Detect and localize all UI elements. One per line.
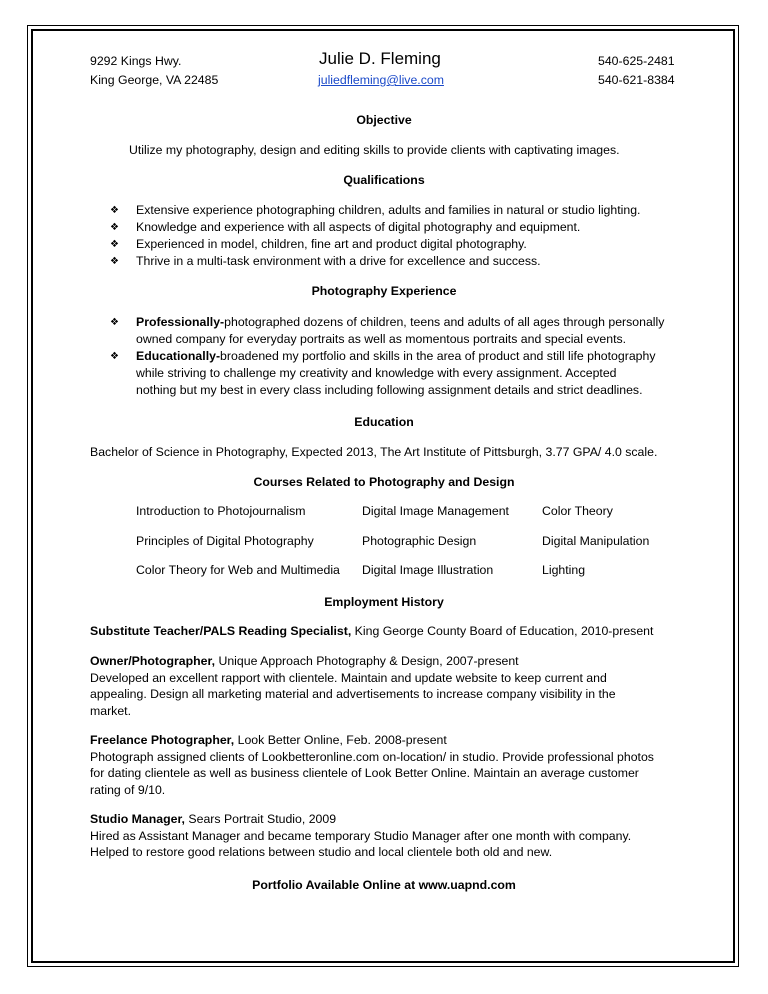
phone-2: 540-621-8384 [598, 73, 675, 87]
address-line-2: King George, VA 22485 [90, 73, 219, 87]
job-entry [90, 623, 690, 640]
email-link[interactable]: juliedfleming@live.com [318, 73, 444, 87]
address-line-1: 9292 Kings Hwy. [90, 54, 182, 68]
diamond-bullet-icon: ❖ [110, 256, 119, 267]
diamond-bullet-icon: ❖ [110, 239, 119, 250]
course-item: Lighting [542, 563, 586, 577]
job-entry: Studio Manager, Sears Portrait Studio, 2009 Hired as Assistant Manager and became temporary Studio Manager after one month with company. Helped to restore good relations between studio and local clientele both old and new. [90, 812, 632, 859]
applicant-name: Julie D. Fleming [319, 49, 441, 68]
qualifications-list [110, 202, 690, 270]
job-entry: Freelance Photographer, Look Better Online, Feb. 2008-present Photograph assigned clients of Lookbetteronline.com on-location/ in studio. Provide professional photos for dating clientele as well as business clientele of Look Better Online. Maintain an average customer rating of 9/10. [90, 733, 654, 797]
diamond-bullet-icon: ❖ [110, 317, 119, 328]
course-item: Principles of Digital Photography [136, 534, 314, 548]
employment-heading: Employment History [324, 595, 444, 609]
list-item: ❖ Professionally-photographed dozens of children, teens and adults of all ages through personally owned company for everyday portraits as well as momentous portraits and special events. [110, 315, 665, 346]
job-title: Owner/Photographer, [90, 654, 216, 668]
photography-experience-list [110, 314, 690, 399]
job-title: Freelance Photographer, [90, 733, 235, 747]
course-item: Digital Image Management [362, 504, 509, 518]
job-organization: Sears Portrait Studio, 2009 [184, 812, 337, 826]
list-item: ❖ Experienced in model, children, fine art and product digital photography. [110, 237, 527, 251]
diamond-bullet-icon: ❖ [110, 351, 119, 362]
course-item: Digital Manipulation [542, 534, 650, 548]
course-item: Introduction to Photojournalism [136, 504, 306, 518]
objective-text: Utilize my photography, design and editing skills to provide clients with captivating images. [129, 143, 620, 157]
course-item: Digital Image Illustration [362, 563, 494, 577]
job-title: Substitute Teacher/PALS Reading Specialist, [90, 624, 352, 638]
list-item: ❖ Extensive experience photographing children, adults and families in natural or studio lighting. [110, 203, 641, 217]
portfolio-line: Portfolio Available Online at www.uapnd.com [252, 878, 516, 892]
diamond-bullet-icon: ❖ [110, 205, 119, 216]
courses-heading: Courses Related to Photography and Design [253, 475, 515, 489]
photography-experience-heading: Photography Experience [311, 284, 457, 298]
job-organization: Unique Approach Photography & Design, 2007-present [215, 654, 519, 668]
education-text: Bachelor of Science in Photography, Expected 2013, The Art Institute of Pittsburgh, 3.77 GPA/ 4.0 scale. [90, 445, 658, 459]
job-organization: Look Better Online, Feb. 2008-present [234, 733, 447, 747]
list-item: ❖ Educationally-broadened my portfolio and skills in the area of product and still life photography while striving to challenge my creativity and knowledge with every assignment. Accepted nothing but my best in every class including following assignment details and strict deadlines. [110, 349, 656, 397]
job-entry: Owner/Photographer, Unique Approach Photography & Design, 2007-present Developed an excellent rapport with clientele. Maintain and update website to keep current and appealing. Design all marketing material and advertisements to increase company visibility in the market. [90, 654, 616, 718]
diamond-bullet-icon: ❖ [110, 222, 119, 233]
course-item: Color Theory [542, 504, 613, 518]
list-item: ❖ Knowledge and experience with all aspects of digital photography and equipment. [110, 220, 581, 234]
job-organization: King George County Board of Education, 2010-present [351, 624, 654, 638]
job-title: Studio Manager, [90, 812, 185, 826]
qualifications-heading: Qualifications [343, 173, 425, 187]
education-heading: Education [354, 415, 414, 429]
list-item: ❖ Thrive in a multi-task environment with a drive for excellence and success. [110, 254, 541, 268]
phone-1: 540-625-2481 [598, 54, 675, 68]
course-item: Photographic Design [362, 534, 477, 548]
objective-heading: Objective [356, 113, 412, 127]
course-item: Color Theory for Web and Multimedia [136, 563, 340, 577]
